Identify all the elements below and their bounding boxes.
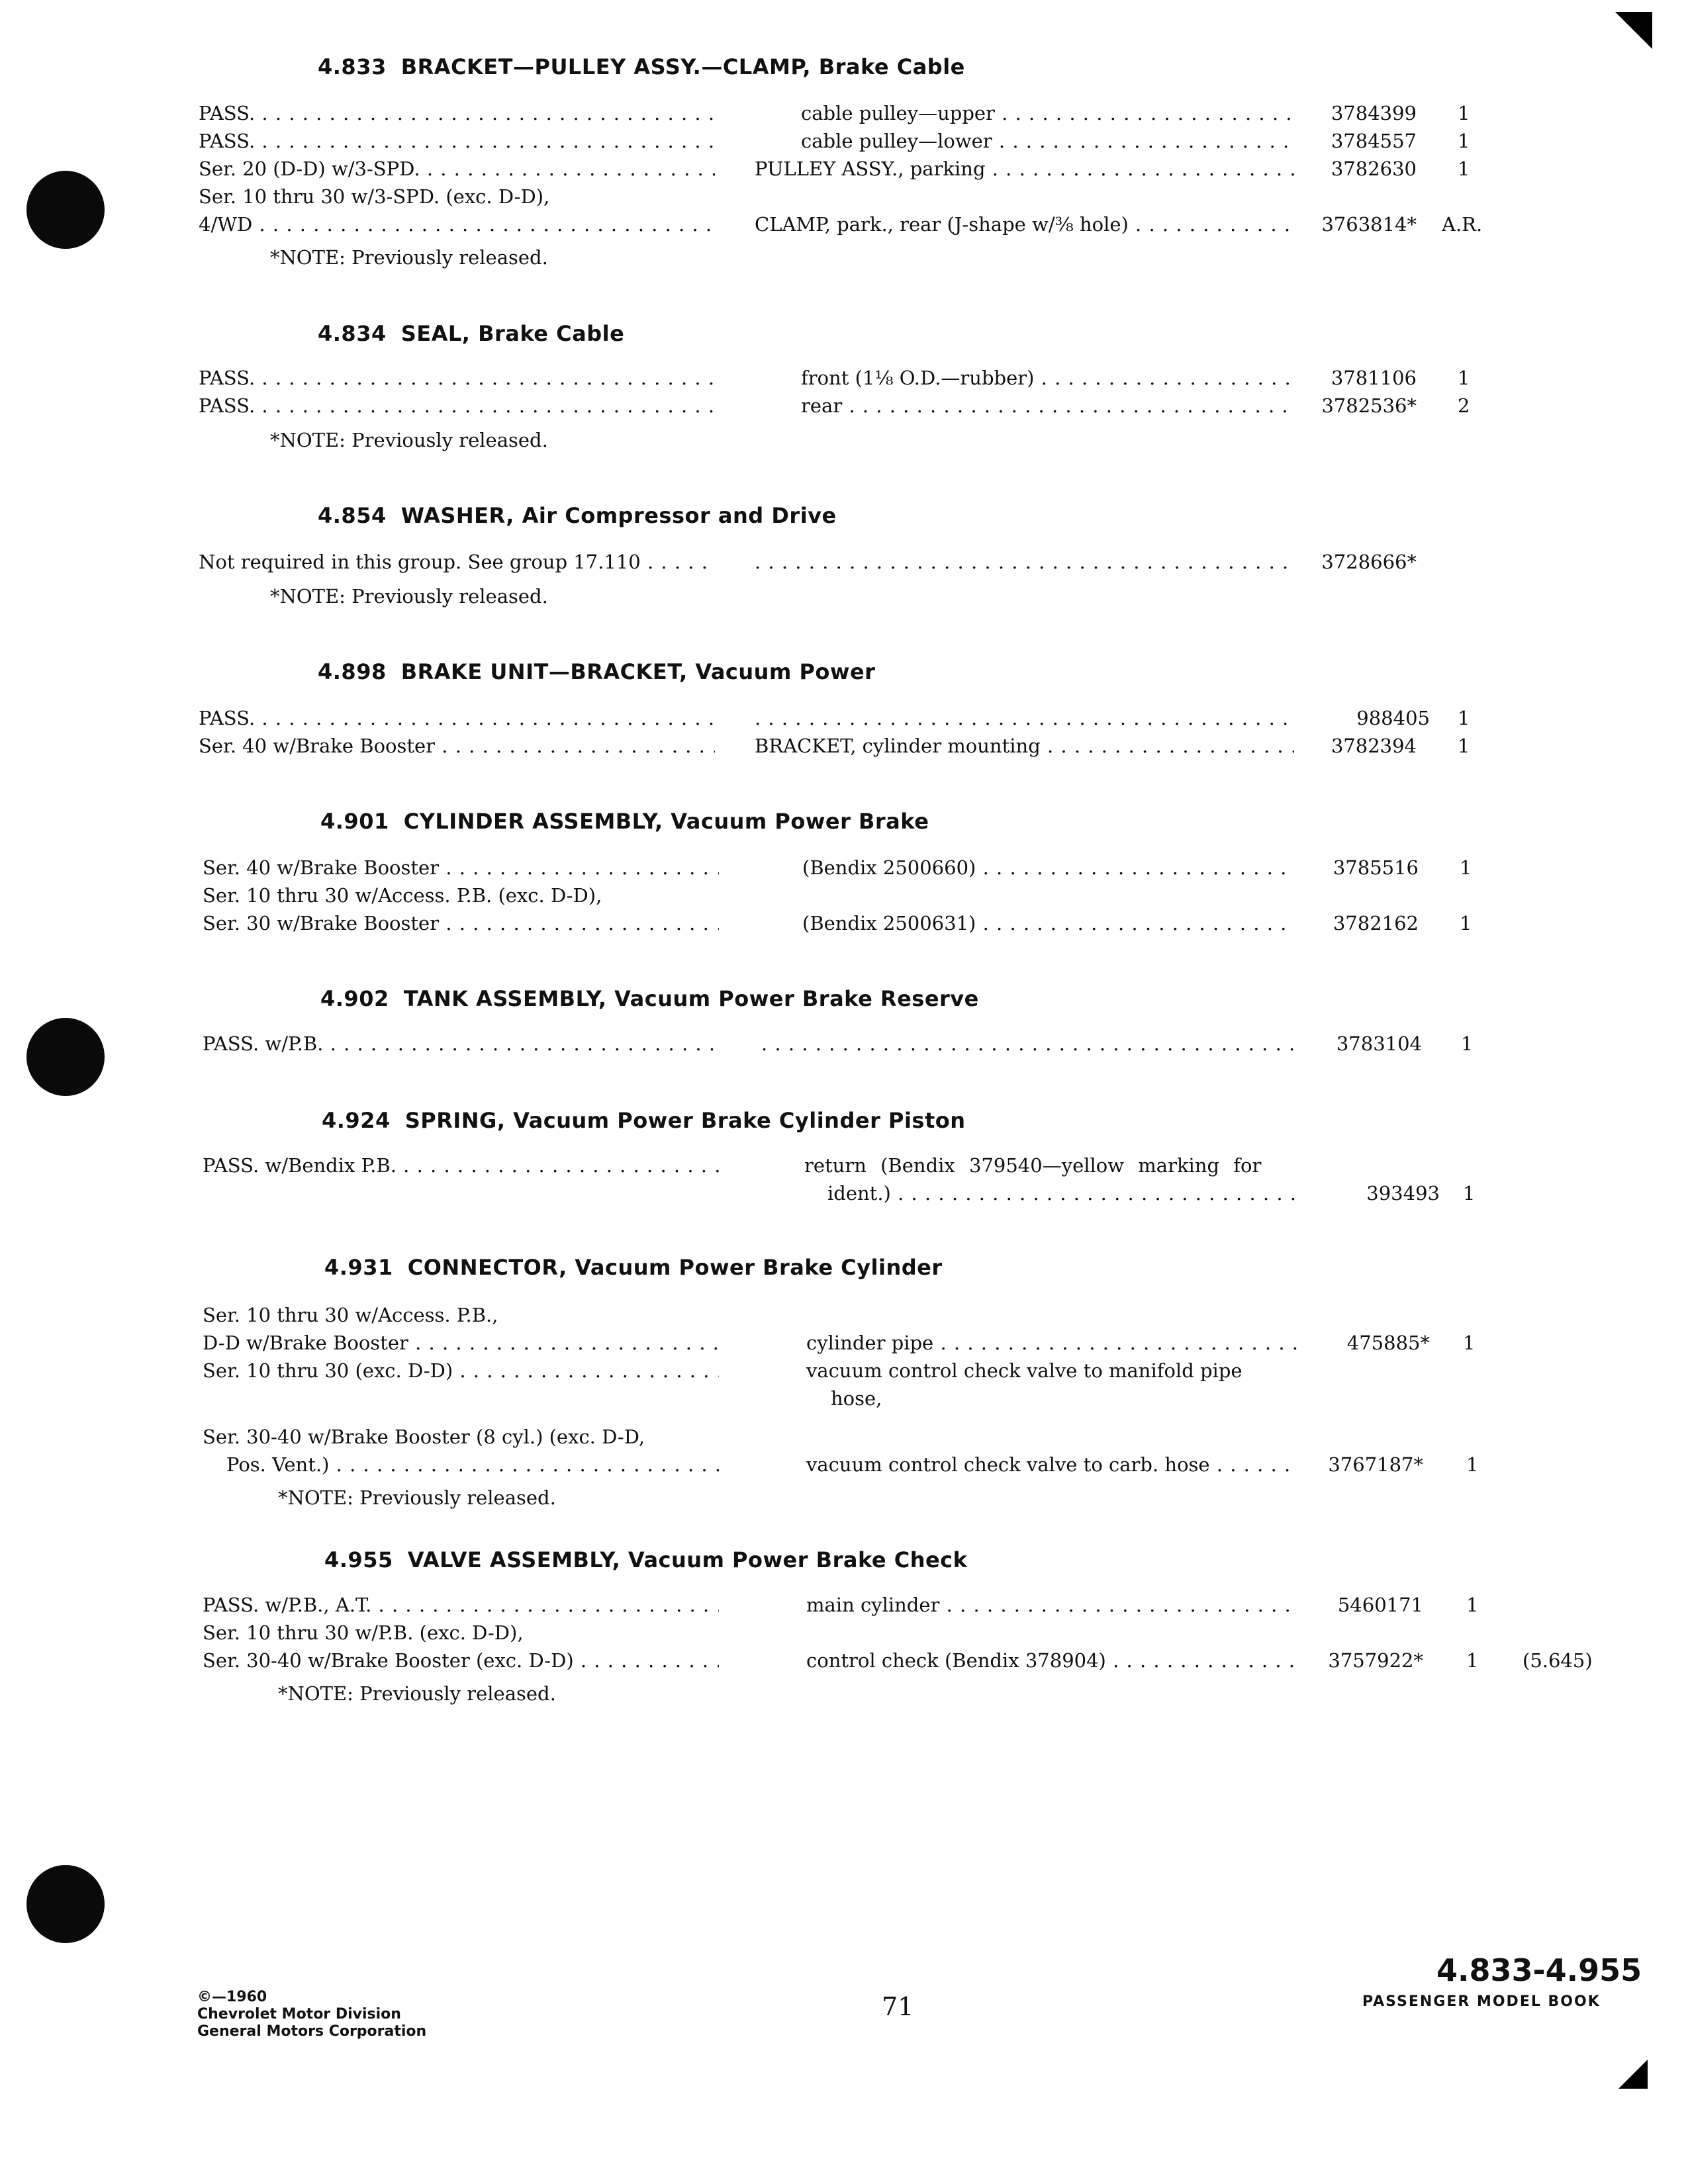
section-note: *NOTE: Previously released. bbox=[270, 429, 548, 451]
table-row: PASS. . . . front (1⅛ O.D.—rubber) . . . 3781106 1 bbox=[0, 364, 1688, 392]
section-title-4955: 4.955 VALVE ASSEMBLY, Vacuum Power Brake Check bbox=[324, 1547, 968, 1572]
table-row: Not required in this group. See group 17.110 . . . . . . 3728666* bbox=[0, 548, 1688, 576]
copyright-division: Chevrolet Motor Division bbox=[197, 2006, 401, 2023]
table-row: D-D w/Brake Booster . . . cylinder pipe . . . 475885* 1 bbox=[0, 1329, 1688, 1357]
table-row: Ser. 30 w/Brake Booster . . . (Bendix 2500631) . . . 3782162 1 bbox=[0, 909, 1688, 937]
table-row: Ser. 10 thru 30 w/Access. P.B., bbox=[203, 1304, 498, 1326]
table-row: Pos. Vent.) . . . vacuum control check valve to carb. hose . . . 3767187* 1 bbox=[0, 1451, 1688, 1479]
table-row: PASS. w/P.B., A.T. . . . main cylinder . . . 5460171 1 bbox=[0, 1591, 1688, 1619]
copyright-block bbox=[197, 1989, 426, 2040]
table-row: Ser. 10 thru 30 w/Access. P.B. (exc. D-D), bbox=[203, 884, 602, 907]
table-row: Ser. 20 (D-D) w/3-SPD. . . . PULLEY ASSY., parking . . . 3782630 1 bbox=[0, 155, 1688, 183]
page-number: 71 bbox=[882, 1992, 914, 2021]
table-row: PASS. . . . . . . 988405 1 bbox=[0, 704, 1688, 732]
section-note: *NOTE: Previously released. bbox=[270, 585, 548, 608]
table-row: Ser. 30-40 w/Brake Booster (8 cyl.) (exc. D-D, bbox=[203, 1426, 645, 1448]
table-row: PASS. . . . rear . . . 3782536* 2 bbox=[0, 392, 1688, 420]
table-row: ident.) . . . 393493 1 bbox=[0, 1179, 1688, 1207]
section-note: *NOTE: Previously released. bbox=[270, 246, 548, 269]
section-title-4833: 4.833 BRACKET—PULLEY ASSY.—CLAMP, Brake Cable bbox=[318, 54, 965, 79]
table-row: 4/WD . . . CLAMP, park., rear (J-shape w/⅜ hole) . . . 3763814* A.R. bbox=[0, 210, 1688, 238]
book-title: PASSENGER MODEL BOOK bbox=[1362, 1993, 1601, 2010]
table-row: PASS. . . . cable pulley—lower . . . 3784557 1 bbox=[0, 127, 1688, 155]
section-title-4898: 4.898 BRAKE UNIT—BRACKET, Vacuum Power bbox=[318, 659, 876, 684]
table-row: Ser. 10 thru 30 w/3-SPD. (exc. D-D), bbox=[199, 185, 550, 208]
section-title-4901: 4.901 CYLINDER ASSEMBLY, Vacuum Power Brake bbox=[320, 809, 929, 834]
table-row: Ser. 10 thru 30 (exc. D-D) . . . vacuum control check valve to manifold pipe bbox=[0, 1357, 1688, 1385]
table-row: Ser. 40 w/Brake Booster . . . (Bendix 2500660) . . . 3785516 1 bbox=[0, 854, 1688, 882]
table-row: PASS. w/P.B. . . . . . . 3783104 1 bbox=[0, 1030, 1688, 1058]
copyright-year: ©—1960 bbox=[197, 1989, 267, 2005]
corner-mark-bottom-right bbox=[1618, 2060, 1648, 2089]
corner-mark-top-right bbox=[1615, 12, 1652, 49]
section-title-4834: 4.834 SEAL, Brake Cable bbox=[318, 321, 625, 346]
table-row: PASS. w/Bendix P.B. . . . return (Bendix 379540—yellow marking for bbox=[0, 1152, 1688, 1179]
table-row: hose, bbox=[831, 1387, 882, 1410]
table-row: Ser. 10 thru 30 w/P.B. (exc. D-D), bbox=[203, 1621, 524, 1644]
section-title-4924: 4.924 SPRING, Vacuum Power Brake Cylinder Piston bbox=[322, 1108, 966, 1133]
section-note: *NOTE: Previously released. bbox=[278, 1486, 556, 1509]
section-title-4854: 4.854 WASHER, Air Compressor and Drive bbox=[318, 503, 837, 528]
page-range-code: 4.833-4.955 bbox=[1436, 1952, 1642, 1988]
table-row: PASS. . . . cable pulley—upper . . . 3784399 1 bbox=[0, 99, 1688, 127]
copyright-corporation: General Motors Corporation bbox=[197, 2023, 427, 2040]
table-row: Ser. 30-40 w/Brake Booster (exc. D-D) . . . control check (Bendix 378904) . . . 3757922* 1 (5.645) bbox=[0, 1647, 1688, 1674]
table-row: Ser. 40 w/Brake Booster . . . BRACKET, cylinder mounting . . . 3782394 1 bbox=[0, 732, 1688, 760]
section-note: *NOTE: Previously released. bbox=[278, 1682, 556, 1705]
section-title-4902: 4.902 TANK ASSEMBLY, Vacuum Power Brake Reserve bbox=[320, 986, 979, 1011]
section-title-4931: 4.931 CONNECTOR, Vacuum Power Brake Cylinder bbox=[324, 1255, 943, 1280]
binder-hole-bottom bbox=[26, 1865, 105, 1943]
